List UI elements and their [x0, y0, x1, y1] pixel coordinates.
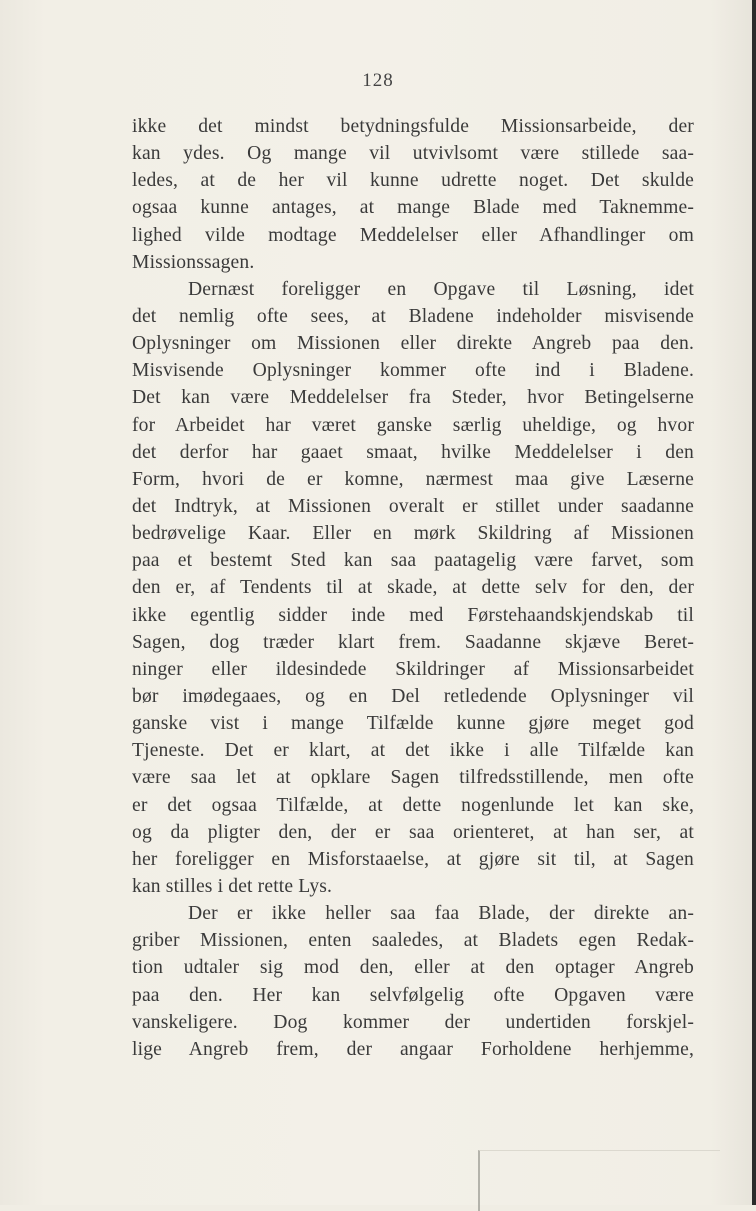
- page-edge-shadow: [752, 0, 756, 1205]
- text-line: Der er ikke heller saa faa Blade, der direkte an-: [188, 903, 694, 925]
- text-line: den er, af Tendents til at skade, at dette selv for den, der: [132, 577, 694, 599]
- text-line: ledes, at de her vil kunne udrette noget. Det skulde: [132, 170, 694, 192]
- text-line: det derfor har gaaet smaat, hvilke Meddelelser i den: [132, 441, 694, 463]
- text-line: det Indtryk, at Missionen overalt er stillet under saadanne: [132, 495, 694, 517]
- page-number: 128: [362, 70, 394, 91]
- text-line: ninger eller ildesindede Skildringer af Missionsarbeidet: [132, 658, 694, 680]
- text-line: vanskeligere. Dog kommer der undertiden forskjel-: [132, 1011, 694, 1033]
- text-line: Dernæst foreligger en Opgave til Løsning, idet: [188, 278, 694, 300]
- text-line: kan stilles i det rette Lys.: [132, 875, 333, 897]
- text-line: Missionssagen.: [132, 251, 255, 273]
- text-line: paa den. Her kan selvfølgelig ofte Opgaven være: [132, 984, 694, 1006]
- text-line: og da pligter den, der er saa orienteret, at han ser, at: [132, 821, 694, 843]
- text-line: det nemlig ofte sees, at Bladene indeholder misvisende: [132, 305, 694, 327]
- text-line: her foreligger en Misforstaaelse, at gjøre sit til, at Sagen: [132, 848, 694, 870]
- text-line: tion udtaler sig mod den, eller at den optager Angreb: [132, 957, 694, 979]
- text-line: er det ogsaa Tilfælde, at dette nogenlunde let kan ske,: [132, 794, 694, 816]
- text-line: Sagen, dog træder klart frem. Saadanne skjæve Beret-: [132, 631, 694, 653]
- paper-mark: [478, 1150, 720, 1211]
- text-line: kan ydes. Og mange vil utvivlsomt være stillede saa-: [132, 143, 694, 165]
- text-line: ikke det mindst betydningsfulde Missionsarbeide, der: [132, 116, 694, 137]
- text-line: for Arbeidet har været ganske særlig uheldige, og hvor: [132, 414, 694, 436]
- text-line: griber Missionen, enten saaledes, at Bladets egen Redak-: [132, 930, 694, 952]
- text-line: lighed vilde modtage Meddelelser eller Afhandlinger om: [132, 224, 694, 246]
- text-line: Det kan være Meddelelser fra Steder, hvor Betingelserne: [132, 387, 694, 409]
- text-line: Tjeneste. Det er klart, at det ikke i alle Tilfælde kan: [132, 740, 694, 762]
- text-line: Misvisende Oplysninger kommer ofte ind i Bladene.: [132, 360, 694, 382]
- text-line: ogsaa kunne antages, at mange Blade med Taknemme-: [132, 197, 694, 219]
- text-line: lige Angreb frem, der angaar Forholdene herhjemme,: [132, 1038, 694, 1060]
- body-text: [132, 113, 694, 1063]
- text-line: paa et bestemt Sted kan saa paatagelig være farvet, som: [132, 550, 694, 572]
- text-line: være saa let at opklare Sagen tilfredsstillende, men ofte: [132, 767, 694, 789]
- text-line: ikke egentlig sidder inde med Førstehaandskjendskab til: [132, 604, 694, 626]
- text-line: Form, hvori de er komne, nærmest maa give Læserne: [132, 468, 694, 490]
- text-line: Oplysninger om Missionen eller direkte Angreb paa den.: [132, 333, 694, 355]
- text-line: ganske vist i mange Tilfælde kunne gjøre meget god: [132, 713, 694, 735]
- text-line: bør imødegaaes, og en Del retledende Oplysninger vil: [132, 685, 694, 707]
- text-line: bedrøvelige Kaar. Eller en mørk Skildring af Missionen: [132, 523, 694, 545]
